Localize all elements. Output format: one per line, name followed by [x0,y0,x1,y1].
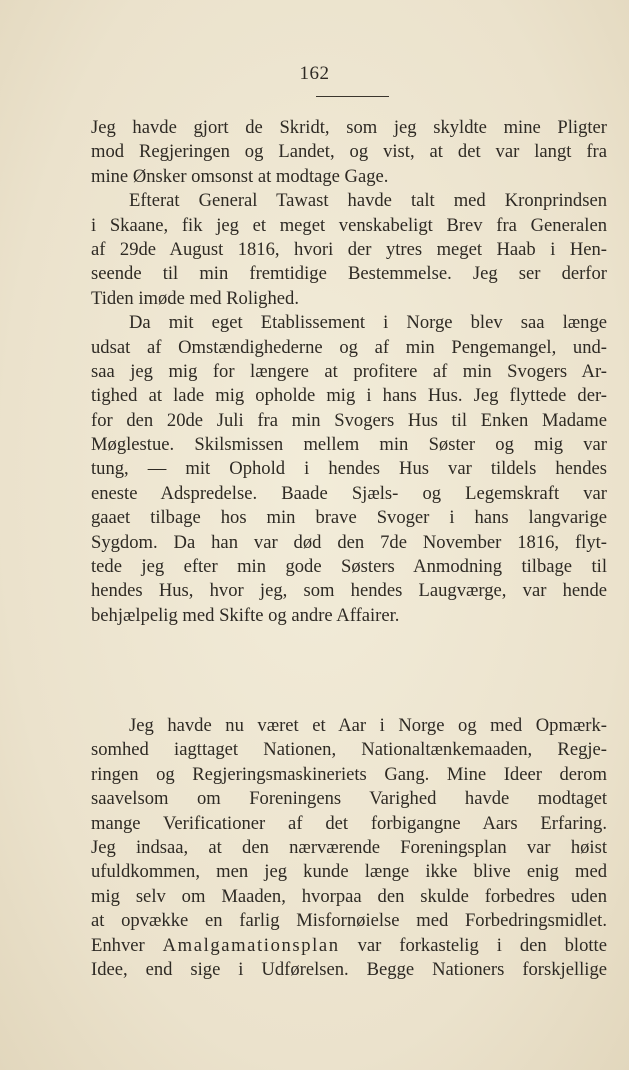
text-line: Møglestue. Skilsmissen mellem min Søster og mig var [91,434,607,456]
text-line: gaaet tilbage hos min brave Svoger i hans langvarige [91,507,607,529]
text-fragment: Enhver [91,934,145,956]
text-line: ringen og Regjeringsmaskineriets Gang. Mine Ideer derom [91,763,607,785]
text-line: ufuldkommen, men jeg kunde længe ikke blive enig med [91,861,607,883]
text-line: eneste Adspredelse. Baade Sjæls- og Legemskraft var [91,482,607,504]
text-line: mig selv om Maaden, hvorpaa den skulde forbedres uden [91,885,607,907]
text-line: at opvække en farlig Misfornøielse med Forbedringsmidlet. [91,910,607,932]
text-line: mine Ønsker omsonst at modtage Gage. [91,165,389,187]
text-line: somhed iagttaget Nationen, Nationaltænkemaaden, Regje- [91,739,607,761]
text-line: saa jeg mig for længere at profitere af min Svogers Ar- [91,360,607,382]
text-line: Tiden imøde med Rolighed. [91,287,299,309]
text-line: seende til min fremtidige Bestemmelse. Jeg ser derfor [91,263,607,285]
header-rule [316,96,389,97]
text-line: Sygdom. Da han var død den 7de November 1816, flyt- [91,531,607,553]
text-block-upper [91,116,607,628]
text-line: Jeg havde gjort de Skridt, som jeg skyldte mine Pligter [91,117,607,138]
text-line: af 29de August 1816, hvori der ytres meget Haab i Hen- [91,238,607,260]
text-line: udsat af Omstændighederne og af min Pengemangel, und- [91,336,607,358]
text-line: Efterat General Tawast havde talt med Kronprindsen [129,190,607,212]
spaced-word: Amalgamationsplan [162,934,340,956]
text-line: behjælpelig med Skifte og andre Affairer. [91,604,400,626]
page-number: 162 [299,63,330,84]
text-line: mange Verificationer af det forbigangne Aars Erfaring. [91,812,607,834]
text-line: for den 20de Juli fra min Svogers Hus til Enken Madame [91,409,607,431]
text-line: Da mit eget Etablissement i Norge blev saa længe [129,312,607,334]
text-line: tede jeg efter min gode Søsters Anmodning tilbage til [91,556,607,578]
text-line: Jeg indsaa, at den nærværende Foreningsplan var høist [91,836,607,858]
text-line: tung, — mit Ophold i hendes Hus var tildels hendes [91,458,607,480]
text-line: saavelsom om Foreningens Varighed havde modtaget [91,788,607,810]
text-line: tighed at lade mig opholde mig i hans Hus. Jeg flyttede der- [91,385,607,407]
text-line: Jeg havde nu været et Aar i Norge og med Opmærk- [129,715,607,736]
text-line: mod Regjeringen og Landet, og vist, at det var langt fra [91,141,607,163]
text-line: i Skaane, fik jeg et meget venskabeligt Brev fra Generalen [91,214,607,236]
text-line: hendes Hus, hvor jeg, som hendes Laugværge, var hende [91,580,607,602]
text-line-mixed [91,934,607,958]
text-block-lower [91,714,607,982]
text-fragment: var forkastelig i den blotte [357,934,607,956]
text-line: Idee, end sige i Udførelsen. Begge Nationers forskjellige [91,958,607,980]
